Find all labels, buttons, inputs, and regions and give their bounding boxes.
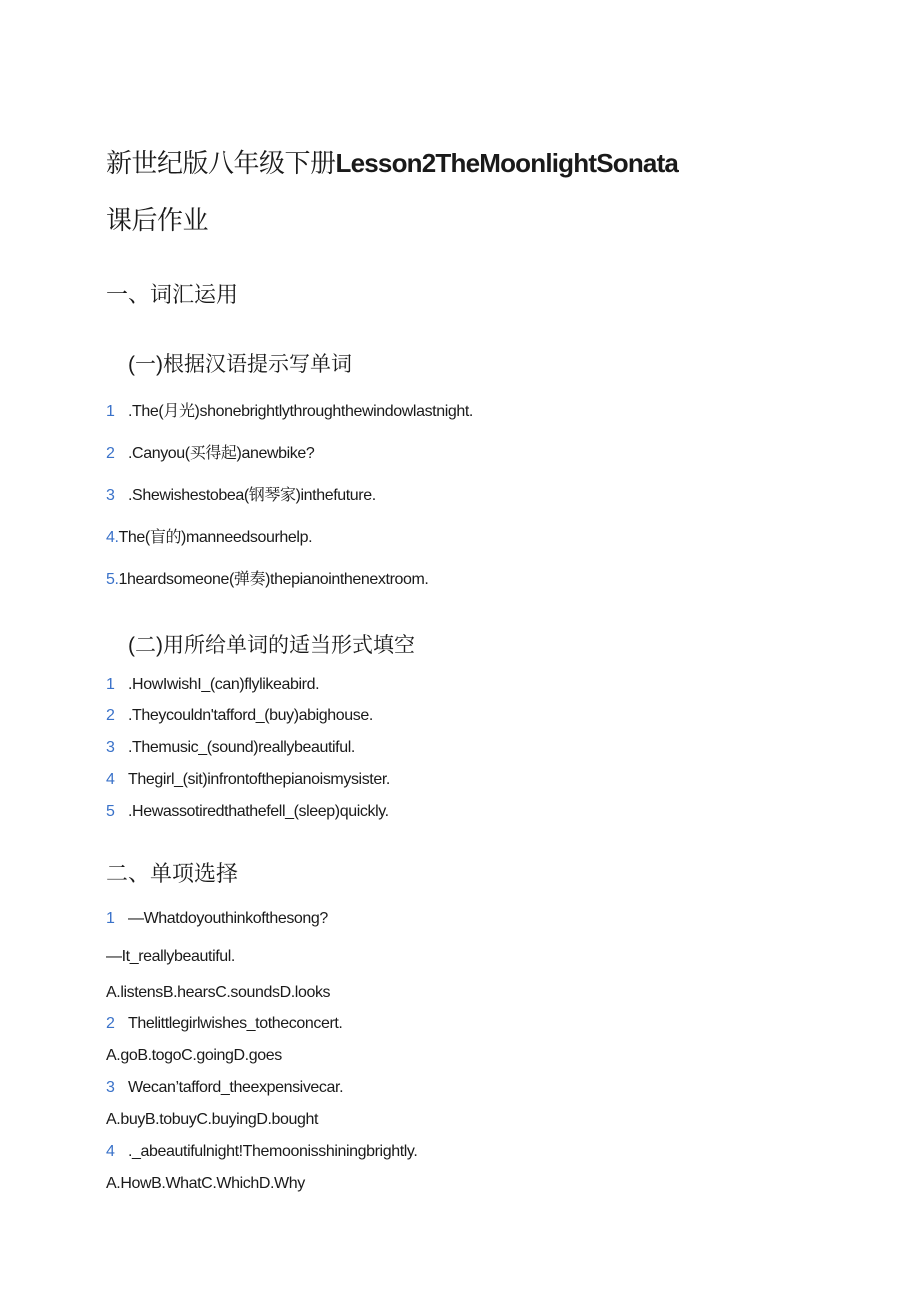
part1-item-2: [106, 440, 314, 463]
part2-item-3: [106, 739, 355, 757]
question-1-options: A.listensB.hearsC.soundsD.looks: [106, 984, 331, 1001]
question-number: 1: [106, 910, 115, 927]
title-chinese: 新世纪版八年级下册: [106, 148, 336, 178]
question-3: [106, 1079, 343, 1097]
item-number: 3: [106, 487, 115, 504]
item-number: 4.: [106, 529, 119, 546]
question-number: 2: [106, 1015, 115, 1032]
question-text: Thelittlegirlwishes_totheconcert.: [128, 1015, 343, 1032]
part2-item-5: [106, 803, 389, 821]
item-text: .The(月光)shonebrightlythroughthewindowlastnight.: [128, 403, 473, 420]
item-number: 1: [106, 403, 115, 420]
section1-heading: 一、词汇运用: [106, 282, 239, 307]
item-text: Thegirl_(sit)infrontofthepianoismysister.: [128, 771, 390, 788]
part1-item-1: [106, 398, 473, 421]
title-english: Lesson2TheMoonlightSonata: [335, 148, 679, 178]
question-text: —Whatdoyouthinkofthesong?: [128, 910, 328, 927]
item-text: .Themusic_(sound)reallybeautiful.: [128, 739, 355, 756]
question-2: [106, 1015, 342, 1033]
item-text: .HowIwishI_(can)flylikeabird.: [128, 676, 320, 693]
item-number: 5.: [106, 571, 119, 588]
question-4-options: A.HowB.WhatC.WhichD.Why: [106, 1175, 305, 1192]
part2-item-1: [106, 676, 319, 694]
item-number: 4: [106, 771, 115, 788]
document-title-line2: 课后作业: [106, 205, 209, 235]
item-text: .Theycouldn'tafford_(buy)abighouse.: [128, 707, 373, 724]
question-text: ._abeautifulnight!Themoonisshiningbrightly.: [128, 1143, 418, 1160]
part2-item-4: [106, 771, 390, 789]
part2-heading: (二)用所给单词的适当形式填空: [128, 634, 415, 657]
question-number: 3: [106, 1079, 115, 1096]
item-number: 3: [106, 739, 115, 756]
question-number: 4: [106, 1143, 115, 1160]
item-number: 2: [106, 707, 115, 724]
part1-item-5: [106, 566, 428, 589]
question-4: [106, 1143, 417, 1161]
item-text: .Shewishestobea(钢琴家)inthefuture.: [128, 487, 376, 504]
part1-item-3: [106, 482, 376, 505]
item-text: .Hewassotiredthathefell_(sleep)quickly.: [128, 803, 389, 820]
question-1-reply: —It_reallybeautiful.: [106, 948, 235, 965]
item-text: .Canyou(买得起)anewbike?: [128, 445, 315, 462]
item-text: 1heardsomeone(弹奏)thepianointhenextroom.: [118, 571, 429, 588]
item-number: 2: [106, 445, 115, 462]
question-text: Wecan’tafford_theexpensivecar.: [128, 1079, 344, 1096]
question-1: [106, 910, 328, 928]
part1-item-4: [106, 524, 312, 547]
item-number: 5: [106, 803, 115, 820]
part1-heading: (一)根据汉语提示写单词: [128, 353, 352, 376]
section2-heading: 二、单项选择: [106, 861, 239, 886]
item-text: The(盲的)manneedsourhelp.: [118, 529, 313, 546]
question-3-options: A.buyB.tobuyC.buyingD.bought: [106, 1111, 319, 1128]
question-2-options: A.goB.togoC.goingD.goes: [106, 1047, 282, 1064]
item-number: 1: [106, 676, 115, 693]
document-title-line1: [106, 143, 678, 180]
part2-item-2: [106, 707, 373, 725]
